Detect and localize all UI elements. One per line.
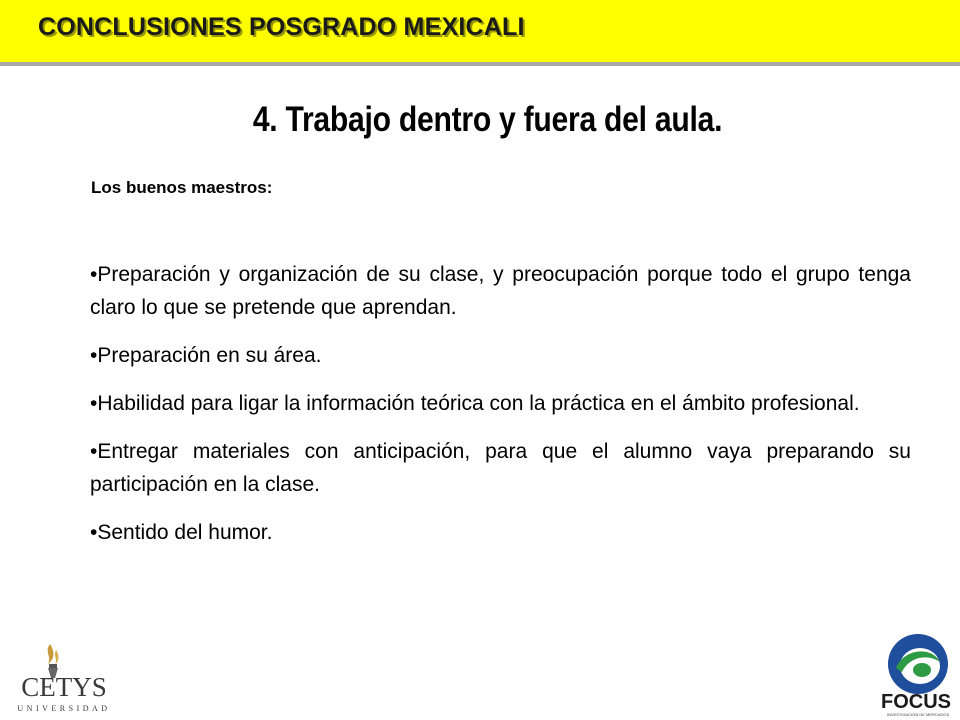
bullet-item: •Entregar materiales con anticipación, para que el alumno vaya preparando su participación en la clase. (90, 440, 911, 496)
intro-text: Los buenos maestros: (91, 178, 273, 197)
bullet-item: •Preparación y organización de su clase, y preocupación porque todo el grupo tenga claro lo que se pretende que aprendan. (90, 263, 911, 319)
header-divider (0, 62, 960, 66)
bullet-item: •Sentido del humor. (90, 521, 273, 544)
focus-logo (876, 628, 960, 718)
focus-wordmark: FOCUS (881, 691, 951, 713)
focus-tagline: INVESTIGACIÓN DE MERCADOS (886, 712, 950, 717)
cetys-wordmark: CETYS (21, 672, 107, 702)
bullet-item: •Habilidad para ligar la información teórica con la práctica en el ámbito profesional. (90, 392, 860, 415)
slide-title: 4. Trabajo dentro y fuera del aula. (252, 100, 723, 139)
cetys-logo (4, 640, 124, 718)
bullet-item: •Preparación en su área. (90, 344, 322, 367)
cetys-subtitle: UNIVERSIDAD (17, 704, 111, 713)
header-title: CONCLUSIONES POSGRADO MEXICALI (38, 13, 525, 41)
bullet-list (90, 258, 911, 564)
focus-emblem-icon (888, 634, 948, 694)
